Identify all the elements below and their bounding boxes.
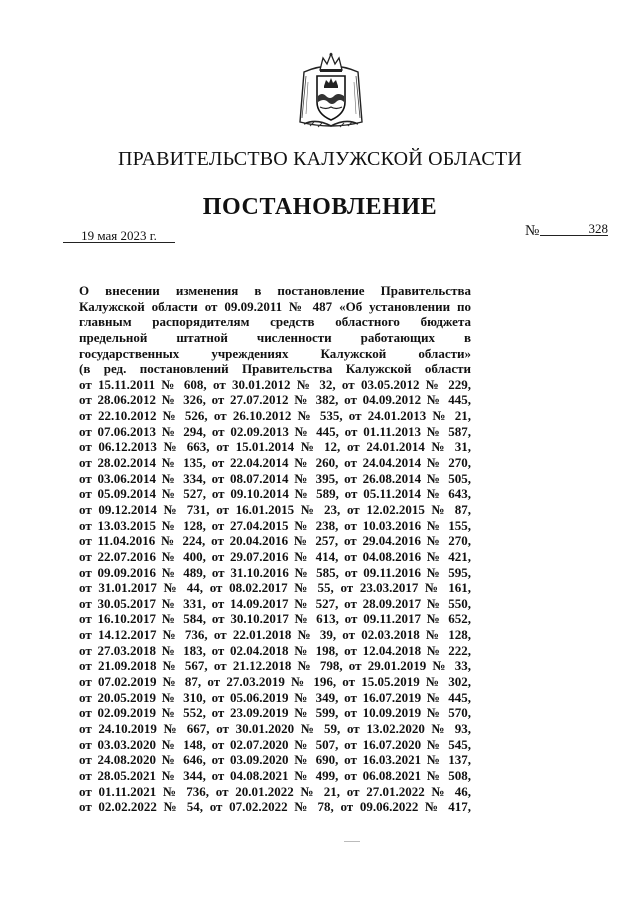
body-line: от 05.09.2014 № 527, от 09.10.2014 № 589, от 05.11.2014 № 643,: [79, 486, 471, 502]
body-line: (в ред. постановлений Правительства Калужской области: [79, 361, 471, 377]
body-line: главным распорядителям средств областного бюджета: [79, 314, 471, 330]
document-number: 328: [540, 222, 608, 236]
body-line: от 02.09.2019 № 552, от 23.09.2019 № 599, от 10.09.2019 № 570,: [79, 705, 471, 721]
body-line: Калужской области от 09.09.2011 № 487 «Об установлении по: [79, 298, 471, 314]
body-line: от 21.09.2018 № 567, от 21.12.2018 № 798, от 29.01.2019 № 33,: [79, 658, 471, 674]
body-line: от 28.05.2021 № 344, от 04.08.2021 № 499, от 06.08.2021 № 508,: [79, 767, 471, 783]
body-line: от 11.04.2016 № 224, от 20.04.2016 № 257, от 29.04.2016 № 270,: [79, 533, 471, 549]
body-line: от 02.02.2022 № 54, от 07.02.2022 № 78, от 09.06.2022 № 417,: [79, 799, 471, 815]
body-line: от 27.03.2018 № 183, от 02.04.2018 № 198, от 12.04.2018 № 222,: [79, 642, 471, 658]
body-line: от 03.06.2014 № 334, от 08.07.2014 № 395, от 26.08.2014 № 505,: [79, 470, 471, 486]
body-line: от 14.12.2017 № 736, от 22.01.2018 № 39, от 02.03.2018 № 128,: [79, 627, 471, 643]
kaluga-coat-of-arms-icon: [296, 52, 366, 132]
body-line: от 24.08.2020 № 646, от 03.09.2020 № 690, от 16.03.2021 № 137,: [79, 752, 471, 768]
body-line: от 01.11.2021 № 736, от 20.01.2022 № 21, от 27.01.2022 № 46,: [79, 783, 471, 799]
body-line: от 28.02.2014 № 135, от 22.04.2014 № 260, от 24.04.2014 № 270,: [79, 455, 471, 471]
body-line: от 22.10.2012 № 526, от 26.10.2012 № 535, от 24.01.2013 № 21,: [79, 408, 471, 424]
page-mark: [344, 841, 360, 842]
government-title: ПРАВИТЕЛЬСТВО КАЛУЖСКОЙ ОБЛАСТИ: [118, 148, 522, 170]
body-line: от 06.12.2013 № 663, от 15.01.2014 № 12, от 24.01.2014 № 31,: [79, 439, 471, 455]
body-line: предельной штатной численности работающих в: [79, 329, 471, 345]
body-line: от 24.10.2019 № 667, от 30.01.2020 № 59, от 13.02.2020 № 93,: [79, 720, 471, 736]
body-line: от 31.01.2017 № 44, от 08.02.2017 № 55, от 23.03.2017 № 161,: [79, 580, 471, 596]
body-line: от 15.11.2011 № 608, от 30.01.2012 № 32, от 03.05.2012 № 229,: [79, 376, 471, 392]
document-number-label: №: [525, 223, 540, 239]
body-line: от 28.06.2012 № 326, от 27.07.2012 № 382, от 04.09.2012 № 445,: [79, 392, 471, 408]
body-line: от 07.02.2019 № 87, от 27.03.2019 № 196, от 15.05.2019 № 302,: [79, 674, 471, 690]
document-date: 19 мая 2023 г.: [63, 228, 175, 243]
body-line: от 09.12.2014 № 731, от 16.01.2015 № 23, от 12.02.2015 № 87,: [79, 501, 471, 517]
body-line: от 09.09.2016 № 489, от 31.10.2016 № 585, от 09.11.2016 № 595,: [79, 564, 471, 580]
document-body: [79, 283, 471, 815]
body-line: О внесении изменения в постановление Правительства: [79, 283, 471, 298]
document-type-heading: ПОСТАНОВЛЕНИЕ: [202, 194, 438, 220]
body-line: от 13.03.2015 № 128, от 27.04.2015 № 238, от 10.03.2016 № 155,: [79, 517, 471, 533]
body-line: от 03.03.2020 № 148, от 02.07.2020 № 507, от 16.07.2020 № 545,: [79, 736, 471, 752]
body-line: от 07.06.2013 № 294, от 02.09.2013 № 445, от 01.11.2013 № 587,: [79, 423, 471, 439]
body-line: от 16.10.2017 № 584, от 30.10.2017 № 613, от 09.11.2017 № 652,: [79, 611, 471, 627]
body-line: от 20.05.2019 № 310, от 05.06.2019 № 349, от 16.07.2019 № 445,: [79, 689, 471, 705]
body-line: государственных учреждениях Калужской области»: [79, 345, 471, 361]
body-line: от 30.05.2017 № 331, от 14.09.2017 № 527, от 28.09.2017 № 550,: [79, 595, 471, 611]
body-line: от 22.07.2016 № 400, от 29.07.2016 № 414, от 04.08.2016 № 421,: [79, 548, 471, 564]
